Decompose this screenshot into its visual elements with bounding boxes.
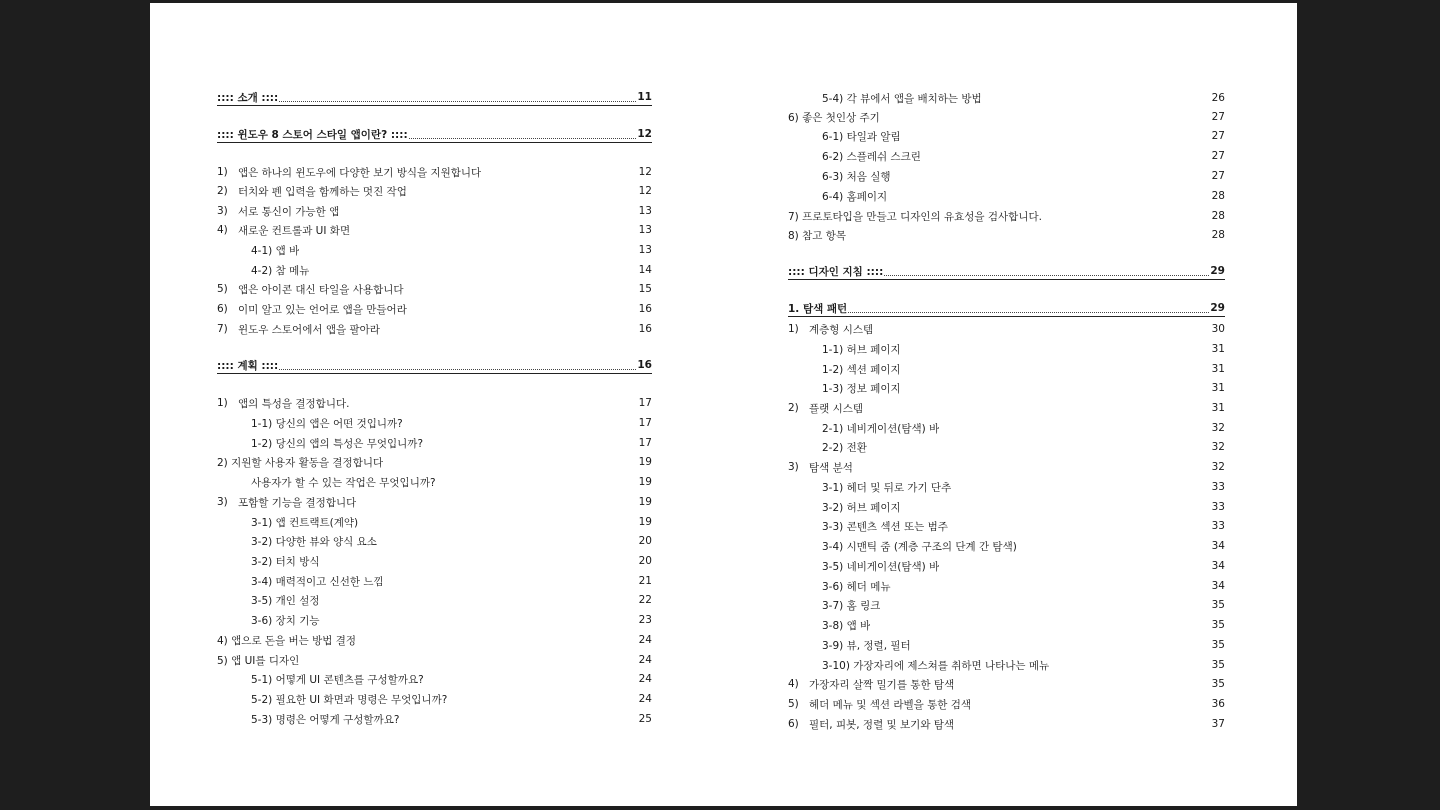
toc-entry-number: 3) bbox=[217, 496, 228, 508]
toc-entry bbox=[217, 493, 652, 511]
toc-page-number: 19 bbox=[638, 496, 652, 508]
toc-page-number: 32 bbox=[1211, 461, 1225, 473]
toc-entry-number: 1) bbox=[217, 397, 228, 409]
toc-entry bbox=[788, 89, 1225, 107]
dot-leader bbox=[884, 275, 1209, 276]
toc-entry-text: 이미 알고 있는 언어로 앱을 만들어라 bbox=[238, 303, 407, 316]
toc-entry-number: 5) bbox=[788, 698, 799, 710]
toc-entry-text: 3-9) 뷰, 정렬, 필터 bbox=[822, 639, 911, 652]
toc-page-number: 33 bbox=[1211, 481, 1225, 493]
toc-entry-text: 3-7) 홈 링크 bbox=[822, 599, 881, 612]
toc-entry bbox=[217, 202, 652, 220]
toc-entry-text: 3-3) 콘텐츠 섹션 또는 범주 bbox=[822, 520, 948, 533]
toc-entry-text: 4) 앱으로 돈을 버는 방법 결정 bbox=[217, 634, 357, 647]
toc-entry bbox=[788, 127, 1225, 145]
toc-entry bbox=[217, 611, 652, 629]
dot-leader bbox=[279, 101, 636, 102]
toc-entry-number: 7) bbox=[217, 323, 228, 335]
toc-entry bbox=[788, 207, 1225, 225]
toc-entry-text: 헤더 메뉴 및 섹션 라벨을 통한 검색 bbox=[809, 698, 972, 711]
toc-entry-text: 3-2) 터치 방식 bbox=[251, 555, 320, 568]
toc-entry bbox=[217, 221, 652, 239]
toc-page-number: 35 bbox=[1211, 599, 1225, 611]
toc-page-number: 21 bbox=[638, 575, 652, 587]
toc-entry bbox=[217, 690, 652, 708]
toc-entry-number: 1) bbox=[217, 166, 228, 178]
toc-entry bbox=[217, 572, 652, 590]
toc-page-number: 32 bbox=[1211, 441, 1225, 453]
toc-page-number: 30 bbox=[1211, 323, 1225, 335]
toc-entry bbox=[788, 616, 1225, 634]
toc-heading-text: :::: 윈도우 8 스토어 스타일 앱이란? :::: bbox=[217, 128, 408, 141]
toc-entry bbox=[217, 300, 652, 318]
toc-entry bbox=[217, 394, 652, 412]
toc-page-number: 17 bbox=[638, 397, 652, 409]
toc-entry-text: 6-4) 홈페이지 bbox=[822, 190, 888, 203]
toc-page-number: 28 bbox=[1211, 210, 1225, 222]
toc-entry-text: 2-2) 전환 bbox=[822, 441, 867, 454]
toc-entry bbox=[217, 513, 652, 531]
toc-page-number: 16 bbox=[638, 323, 652, 335]
toc-entry bbox=[217, 473, 652, 491]
toc-heading-text: :::: 소개 :::: bbox=[217, 91, 279, 104]
toc-entry bbox=[217, 280, 652, 298]
toc-entry-number: 2) bbox=[217, 185, 228, 197]
toc-page-number: 13 bbox=[638, 244, 652, 256]
toc-page-number: 25 bbox=[638, 713, 652, 725]
toc-page-number: 23 bbox=[638, 614, 652, 626]
toc-page-number: 31 bbox=[1211, 402, 1225, 414]
toc-entry-text: 플랫 시스템 bbox=[809, 402, 864, 415]
toc-entry-number: 1) bbox=[788, 323, 799, 335]
toc-page-number: 24 bbox=[638, 673, 652, 685]
toc-entry bbox=[788, 187, 1225, 205]
toc-entry bbox=[788, 537, 1225, 555]
toc-page-number: 29 bbox=[1210, 265, 1225, 277]
toc-entry bbox=[217, 320, 652, 338]
toc-entry-text: 6-3) 처음 실행 bbox=[822, 170, 891, 183]
toc-entry-text: 3-2) 다양한 뷰와 양식 요소 bbox=[251, 535, 377, 548]
toc-page-number: 36 bbox=[1211, 698, 1225, 710]
toc-entry bbox=[217, 552, 652, 570]
toc-page-number: 19 bbox=[638, 476, 652, 488]
toc-section-heading bbox=[217, 357, 652, 374]
toc-page-number: 12 bbox=[638, 166, 652, 178]
toc-entry bbox=[788, 675, 1225, 693]
toc-page-number: 13 bbox=[638, 205, 652, 217]
toc-page-number: 13 bbox=[638, 224, 652, 236]
toc-entry bbox=[217, 631, 652, 649]
toc-entry-text: 3-10) 가장자리에 제스쳐를 취하면 나타나는 메뉴 bbox=[822, 659, 1050, 672]
toc-page-number: 24 bbox=[638, 654, 652, 666]
toc-page-number: 24 bbox=[638, 634, 652, 646]
toc-entry bbox=[788, 320, 1225, 338]
dot-leader bbox=[409, 138, 637, 139]
toc-page-number: 37 bbox=[1211, 718, 1225, 730]
toc-entry-text: 1-1) 당신의 앱은 어떤 것입니까? bbox=[251, 417, 403, 430]
toc-page-number: 11 bbox=[637, 91, 652, 103]
toc-entry bbox=[788, 379, 1225, 397]
toc-entry-text: 터치와 펜 입력을 함께하는 멋진 작업 bbox=[238, 185, 407, 198]
toc-entry-text: 1-1) 허브 페이지 bbox=[822, 343, 901, 356]
toc-page-number: 32 bbox=[1211, 422, 1225, 434]
toc-page-number: 15 bbox=[638, 283, 652, 295]
toc-entry-text: 포함할 기능을 결정합니다 bbox=[238, 496, 357, 509]
toc-entry bbox=[788, 636, 1225, 654]
toc-page-number: 27 bbox=[1211, 130, 1225, 142]
toc-entry bbox=[788, 695, 1225, 713]
toc-entry-text: 2-1) 네비게이션(탐색) 바 bbox=[822, 422, 940, 435]
toc-entry bbox=[788, 167, 1225, 185]
toc-entry-number: 6) bbox=[217, 303, 228, 315]
toc-entry bbox=[217, 182, 652, 200]
toc-entry bbox=[788, 458, 1225, 476]
toc-section-heading bbox=[217, 89, 652, 106]
toc-heading-text: :::: 계획 :::: bbox=[217, 359, 279, 372]
document-page bbox=[150, 3, 1297, 806]
dot-leader bbox=[279, 369, 636, 370]
toc-page-number: 22 bbox=[638, 594, 652, 606]
toc-entry bbox=[788, 498, 1225, 516]
toc-page-number: 26 bbox=[1211, 92, 1225, 104]
dot-leader bbox=[848, 312, 1209, 313]
toc-entry bbox=[217, 710, 652, 728]
toc-entry bbox=[788, 108, 1225, 126]
toc-page-number: 35 bbox=[1211, 678, 1225, 690]
toc-entry-text: 3-4) 매력적이고 신선한 느낌 bbox=[251, 575, 384, 588]
toc-page-number: 17 bbox=[638, 417, 652, 429]
toc-entry-text: 1-2) 당신의 앱의 특성은 무엇입니까? bbox=[251, 437, 424, 450]
toc-entry-text: 5) 앱 UI를 디자인 bbox=[217, 654, 300, 667]
toc-page-number: 34 bbox=[1211, 580, 1225, 592]
toc-entry bbox=[788, 360, 1225, 378]
toc-page-number: 35 bbox=[1211, 639, 1225, 651]
toc-entry-number: 4) bbox=[217, 224, 228, 236]
toc-entry-text: 3-5) 네비게이션(탐색) 바 bbox=[822, 560, 940, 573]
toc-entry-text: 3-8) 앱 바 bbox=[822, 619, 871, 632]
toc-page-number: 33 bbox=[1211, 520, 1225, 532]
toc-entry-number: 3) bbox=[788, 461, 799, 473]
toc-heading-text: 1. 탐색 패턴 bbox=[788, 302, 848, 315]
toc-entry bbox=[217, 434, 652, 452]
toc-page-number: 34 bbox=[1211, 560, 1225, 572]
toc-entry-text: 7) 프로토타입을 만들고 디자인의 유효성을 검사합니다. bbox=[788, 210, 1042, 223]
toc-page-number: 24 bbox=[638, 693, 652, 705]
toc-page-number: 31 bbox=[1211, 382, 1225, 394]
toc-entry-text: 윈도우 스토어에서 앱을 팔아라 bbox=[238, 323, 380, 336]
toc-entry-number: 6) bbox=[788, 718, 799, 730]
toc-page-number: 16 bbox=[638, 303, 652, 315]
toc-page-number: 35 bbox=[1211, 619, 1225, 631]
toc-entry-text: 앱은 하나의 윈도우에 다양한 보기 방식을 지원합니다 bbox=[238, 166, 482, 179]
toc-entry-text: 3-6) 장치 기능 bbox=[251, 614, 320, 627]
toc-entry-text: 3-1) 앱 컨트랙트(계약) bbox=[251, 516, 359, 529]
toc-entry-text: 앱은 아이콘 대신 타일을 사용합니다 bbox=[238, 283, 404, 296]
toc-entry bbox=[217, 241, 652, 259]
toc-entry bbox=[788, 147, 1225, 165]
toc-entry bbox=[788, 340, 1225, 358]
toc-page-number: 16 bbox=[637, 359, 652, 371]
toc-entry bbox=[788, 226, 1225, 244]
toc-entry bbox=[788, 557, 1225, 575]
toc-entry bbox=[217, 651, 652, 669]
toc-entry-number: 3) bbox=[217, 205, 228, 217]
toc-entry-text: 새로운 컨트롤과 UI 화면 bbox=[238, 224, 351, 237]
toc-page-number: 29 bbox=[1210, 302, 1225, 314]
toc-entry-text: 5-3) 명령은 어떻게 구성할까요? bbox=[251, 713, 400, 726]
toc-page-number: 28 bbox=[1211, 190, 1225, 202]
toc-entry-number: 2) bbox=[788, 402, 799, 414]
toc-entry bbox=[217, 414, 652, 432]
toc-page-number: 27 bbox=[1211, 111, 1225, 123]
toc-page-number: 12 bbox=[637, 128, 652, 140]
toc-entry bbox=[217, 670, 652, 688]
toc-entry bbox=[788, 596, 1225, 614]
toc-entry bbox=[788, 419, 1225, 437]
toc-entry bbox=[217, 532, 652, 550]
toc-entry-text: 탐색 분석 bbox=[809, 461, 853, 474]
toc-entry-text: 계층형 시스템 bbox=[809, 323, 874, 336]
toc-page-number: 31 bbox=[1211, 363, 1225, 375]
toc-entry-number: 5) bbox=[217, 283, 228, 295]
toc-entry-text: 서로 통신이 가능한 앱 bbox=[238, 205, 340, 218]
toc-page-number: 14 bbox=[638, 264, 652, 276]
toc-page-number: 28 bbox=[1211, 229, 1225, 241]
toc-entry-number: 4) bbox=[788, 678, 799, 690]
toc-entry-text: 8) 참고 항목 bbox=[788, 229, 847, 242]
toc-page-number: 33 bbox=[1211, 501, 1225, 513]
toc-entry bbox=[788, 517, 1225, 535]
toc-entry bbox=[788, 478, 1225, 496]
toc-page-number: 12 bbox=[638, 185, 652, 197]
toc-section-heading bbox=[788, 263, 1225, 280]
toc-entry-text: 6) 좋은 첫인상 주기 bbox=[788, 111, 880, 124]
toc-heading-text: :::: 디자인 지침 :::: bbox=[788, 265, 884, 278]
toc-entry bbox=[788, 656, 1225, 674]
toc-entry-text: 3-5) 개인 설정 bbox=[251, 594, 320, 607]
toc-entry-text: 가장자리 살짝 밀기를 통한 탐색 bbox=[809, 678, 955, 691]
toc-entry-text: 5-4) 각 뷰에서 앱을 배치하는 방법 bbox=[822, 92, 982, 105]
toc-entry-text: 3-4) 시맨틱 줌 (계층 구조의 단계 간 탐색) bbox=[822, 540, 1017, 553]
toc-entry-text: 앱의 특성을 결정합니다. bbox=[238, 397, 350, 410]
toc-entry-text: 6-2) 스플레쉬 스크린 bbox=[822, 150, 921, 163]
toc-page-number: 19 bbox=[638, 456, 652, 468]
toc-entry-text: 사용자가 할 수 있는 작업은 무엇입니까? bbox=[251, 476, 436, 489]
toc-entry-text: 5-2) 필요한 UI 화면과 명령은 무엇입니까? bbox=[251, 693, 448, 706]
toc-entry-text: 4-2) 참 메뉴 bbox=[251, 264, 310, 277]
toc-entry-text: 3-2) 허브 페이지 bbox=[822, 501, 901, 514]
toc-section-heading bbox=[788, 300, 1225, 317]
toc-entry-text: 1-2) 섹션 페이지 bbox=[822, 363, 901, 376]
toc-page-number: 27 bbox=[1211, 150, 1225, 162]
toc-page-number: 27 bbox=[1211, 170, 1225, 182]
toc-entry-text: 1-3) 정보 페이지 bbox=[822, 382, 901, 395]
toc-entry-text: 필터, 피봇, 정렬 및 보기와 탐색 bbox=[809, 718, 955, 731]
toc-entry bbox=[788, 577, 1225, 595]
toc-entry bbox=[788, 399, 1225, 417]
toc-entry bbox=[217, 453, 652, 471]
toc-page-number: 20 bbox=[638, 535, 652, 547]
toc-entry-text: 6-1) 타일과 알림 bbox=[822, 130, 901, 143]
toc-entry bbox=[788, 438, 1225, 456]
toc-page-number: 34 bbox=[1211, 540, 1225, 552]
toc-entry-text: 5-1) 어떻게 UI 콘텐츠를 구성할까요? bbox=[251, 673, 424, 686]
toc-page-number: 19 bbox=[638, 516, 652, 528]
toc-entry bbox=[217, 591, 652, 609]
toc-entry-text: 3-1) 헤더 및 뒤로 가기 단추 bbox=[822, 481, 952, 494]
toc-page-number: 35 bbox=[1211, 659, 1225, 671]
toc-page-number: 17 bbox=[638, 437, 652, 449]
toc-entry bbox=[217, 163, 652, 181]
toc-entry-text: 4-1) 앱 바 bbox=[251, 244, 300, 257]
toc-entry-text: 3-6) 헤더 메뉴 bbox=[822, 580, 891, 593]
toc-page-number: 31 bbox=[1211, 343, 1225, 355]
toc-entry bbox=[788, 715, 1225, 733]
toc-entry bbox=[217, 261, 652, 279]
toc-entry-text: 2) 지원할 사용자 활동을 결정합니다 bbox=[217, 456, 384, 469]
toc-section-heading bbox=[217, 126, 652, 143]
toc-page-number: 20 bbox=[638, 555, 652, 567]
